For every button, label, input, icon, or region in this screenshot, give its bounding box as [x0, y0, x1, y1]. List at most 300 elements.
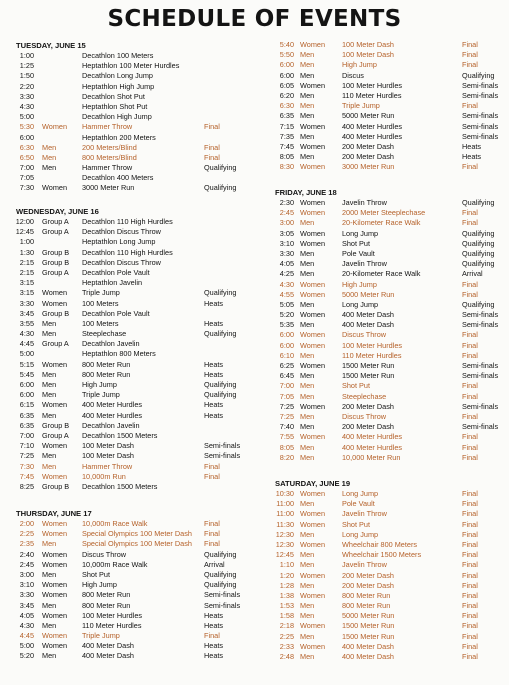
event-time: 2:33: [279, 641, 294, 651]
event-row: [260, 351, 509, 361]
event-round: Final: [462, 519, 478, 529]
event-round: Semi-finals: [462, 371, 499, 381]
event-round: Qualifying: [462, 70, 495, 80]
event-time: 6:30: [19, 142, 34, 152]
event-round: Final: [462, 340, 478, 350]
event-round: Qualifying: [204, 163, 237, 173]
event-name: High Jump: [82, 580, 117, 590]
event-time: 4:45: [19, 339, 34, 349]
event-row: [0, 550, 250, 560]
event-group: Men: [42, 539, 57, 549]
event-row: [0, 400, 250, 410]
event-round: Final: [462, 289, 478, 299]
event-time: 11:30: [276, 519, 294, 529]
event-name: 110 Meter Hurdles: [82, 620, 142, 630]
event-name: 800 Meter Run: [82, 590, 131, 600]
event-row: [0, 539, 250, 549]
event-name: 1500 Meter Run: [342, 371, 395, 381]
event-row: [0, 601, 250, 611]
event-group: Men: [300, 259, 315, 269]
event-name: 100 Meter Hurdles: [342, 340, 403, 350]
event-time: 1:20: [279, 570, 294, 580]
event-round: Semi-finals: [204, 451, 241, 461]
event-name: Decathlon 110 High Hurdles: [82, 247, 173, 257]
event-group: Group B: [42, 420, 70, 430]
event-time: 6:15: [19, 400, 34, 410]
event-group: Women: [300, 432, 326, 442]
event-time: 4:30: [279, 279, 294, 289]
event-group: Men: [42, 152, 57, 162]
event-round: Final: [462, 50, 478, 60]
event-time: 3:10: [19, 580, 34, 590]
event-group: Women: [300, 590, 326, 600]
event-name: 200 Meters/Blind: [82, 142, 137, 152]
event-row: [0, 92, 250, 102]
event-row: [0, 51, 250, 61]
event-name: Decathlon 110 High Hurdles: [82, 217, 173, 226]
event-name: 5000 Meter Run: [342, 111, 395, 121]
event-group: Men: [300, 442, 315, 452]
event-group: Women: [300, 80, 326, 90]
event-row: [0, 329, 250, 339]
event-group: Group A: [42, 339, 69, 349]
event-name: 100 Meter Dash: [82, 441, 134, 451]
event-name: Long Jump: [342, 299, 379, 309]
event-group: Women: [300, 641, 326, 651]
event-group: Women: [42, 298, 68, 308]
event-name: 5000 Meter Run: [342, 289, 395, 299]
event-name: 400 Meter Dash: [82, 641, 134, 651]
event-time: 12:45: [15, 227, 34, 237]
event-name: Discus: [342, 70, 364, 80]
event-name: 20-Kilometer Race Walk: [342, 269, 421, 279]
event-row: [260, 540, 509, 550]
event-row: [260, 341, 509, 351]
event-name: Triple Jump: [82, 288, 120, 298]
event-name: 200 Meter Dash: [342, 422, 394, 432]
event-row: [260, 381, 509, 391]
event-row: [260, 581, 509, 591]
event-row: [260, 310, 509, 320]
event-row: [0, 631, 250, 641]
event-row: [0, 380, 250, 390]
event-round: Final: [462, 601, 478, 611]
event-round: Final: [462, 330, 478, 340]
event-round: Final: [462, 652, 478, 661]
event-time: 7:05: [19, 173, 34, 183]
event-time: 12:00: [15, 217, 34, 226]
event-row: [0, 651, 250, 661]
event-time: 7:25: [279, 411, 294, 421]
event-time: 2:48: [279, 652, 294, 661]
event-group: Men: [300, 371, 315, 381]
event-time: 7:30: [19, 461, 34, 471]
event-row: [0, 309, 250, 319]
event-name: Heptathlon Javelin: [82, 278, 143, 288]
event-group: Men: [300, 60, 315, 70]
event-time: 8:05: [279, 442, 294, 452]
event-group: Men: [300, 70, 315, 80]
event-round: Final: [204, 471, 220, 481]
event-row: [260, 330, 509, 340]
event-row: [260, 402, 509, 412]
event-group: Men: [42, 600, 57, 610]
event-round: Heats: [204, 359, 224, 369]
event-name: Triple Jump: [82, 631, 120, 641]
event-name: 10,000m Race Walk: [82, 559, 148, 569]
event-round: Final: [462, 489, 478, 498]
event-row: [260, 499, 509, 509]
event-row: [0, 183, 250, 193]
event-group: Group A: [42, 227, 69, 237]
event-row: [260, 371, 509, 381]
event-name: Heptathlon 800 Meters: [82, 349, 156, 359]
event-round: Heats: [204, 641, 224, 651]
event-time: 12:45: [275, 550, 294, 560]
event-time: 6:00: [19, 132, 34, 142]
event-round: Final: [462, 432, 478, 442]
event-round: Heats: [204, 318, 224, 328]
event-round: Final: [462, 570, 478, 580]
event-name: 110 Meter Hurdles: [342, 90, 402, 100]
event-round: Final: [462, 550, 478, 560]
event-name: 800 Meter Run: [82, 359, 131, 369]
event-round: Heats: [204, 369, 224, 379]
event-row: [260, 208, 509, 218]
event-row: [260, 50, 509, 60]
event-time: 8:20: [279, 452, 294, 462]
event-name: Javelin Throw: [342, 198, 387, 207]
event-row: [260, 601, 509, 611]
event-time: 3:15: [19, 288, 34, 298]
event-round: Final: [204, 142, 220, 152]
event-time: 6:50: [19, 152, 34, 162]
event-row: [260, 60, 509, 70]
event-name: 20-Kilometer Race Walk: [342, 218, 421, 228]
event-row: [0, 451, 250, 461]
event-row: [0, 122, 250, 132]
event-row: [0, 519, 250, 529]
event-round: Heats: [204, 651, 224, 661]
event-time: 7:55: [279, 432, 294, 442]
event-group: Men: [300, 381, 315, 391]
event-time: 1:25: [19, 61, 34, 71]
event-time: 3:45: [19, 308, 34, 318]
event-group: Men: [300, 152, 315, 162]
event-row: [0, 462, 250, 472]
day-heading: THURSDAY, JUNE 17: [16, 509, 92, 518]
event-time: 2:25: [279, 631, 294, 641]
event-row: [0, 370, 250, 380]
event-time: 6:35: [19, 420, 34, 430]
event-round: Final: [204, 122, 220, 132]
event-name: 100 Meter Dash: [342, 50, 394, 60]
event-time: 3:05: [279, 228, 294, 238]
event-time: 1:00: [19, 237, 34, 247]
event-row: [0, 431, 250, 441]
event-group: Group A: [42, 217, 69, 226]
event-name: High Jump: [342, 279, 377, 289]
event-name: Special Olympics 100 Meter Dash: [82, 529, 192, 539]
event-group: Women: [300, 509, 326, 519]
event-time: 5:20: [19, 651, 34, 661]
event-round: Final: [462, 162, 478, 172]
event-group: Men: [42, 620, 57, 630]
event-name: 1500 Meter Run: [342, 621, 395, 631]
event-name: Decathlon Pole Vault: [82, 308, 150, 318]
event-round: Heats: [204, 400, 224, 410]
event-time: 1:30: [19, 247, 34, 257]
event-name: 200 Meter Dash: [342, 401, 394, 411]
event-time: 4:05: [279, 259, 294, 269]
event-group: Men: [42, 318, 57, 328]
event-group: Men: [300, 320, 315, 330]
event-group: Women: [42, 631, 68, 641]
event-group: Group B: [42, 247, 70, 257]
event-round: Semi-finals: [462, 361, 499, 370]
event-name: 10,000m Race Walk: [82, 519, 148, 528]
event-round: Final: [462, 40, 478, 49]
event-round: Semi-finals: [462, 80, 499, 90]
event-row: [260, 81, 509, 91]
event-time: 6:30: [279, 101, 294, 111]
event-row: [260, 162, 509, 172]
event-name: Hammer Throw: [82, 461, 133, 471]
event-name: Hammer Throw: [82, 122, 133, 132]
event-row: [260, 152, 509, 162]
event-time: 12:30: [275, 539, 294, 549]
event-time: 7:45: [279, 141, 294, 151]
event-group: Men: [300, 631, 315, 641]
event-name: Long Jump: [342, 529, 379, 539]
event-group: Men: [42, 569, 57, 579]
event-group: Women: [42, 641, 68, 651]
event-name: 400 Meter Hurdles: [82, 400, 143, 410]
event-round: Semi-finals: [462, 90, 499, 100]
event-round: Qualifying: [462, 228, 495, 238]
event-round: Qualifying: [462, 259, 495, 269]
event-round: Final: [462, 350, 478, 360]
event-group: Men: [300, 611, 315, 621]
event-group: Men: [300, 652, 315, 661]
event-time: 8:25: [19, 481, 34, 491]
event-name: Decathlon Shot Put: [82, 91, 145, 101]
event-name: 200 Meter Dash: [342, 570, 394, 580]
day-section-thursday-continued: [260, 40, 509, 172]
event-name: Decathlon 1500 Meters: [82, 430, 158, 440]
event-row: [260, 142, 509, 152]
event-time: 5:50: [279, 50, 294, 60]
event-row: [0, 339, 250, 349]
event-row: [260, 632, 509, 642]
event-row: [260, 71, 509, 81]
event-row: [260, 642, 509, 652]
event-group: Women: [42, 400, 68, 410]
event-round: Qualifying: [462, 248, 495, 258]
event-row: [0, 611, 250, 621]
event-group: Women: [300, 198, 326, 207]
event-row: [260, 611, 509, 621]
event-time: 3:30: [279, 248, 294, 258]
event-time: 2:35: [19, 539, 34, 549]
event-name: Javelin Throw: [342, 560, 387, 570]
event-row: [0, 390, 250, 400]
event-group: Men: [42, 142, 57, 152]
event-row: [0, 102, 250, 112]
event-row: [0, 112, 250, 122]
event-row: [260, 443, 509, 453]
event-row: [0, 319, 250, 329]
event-group: Men: [42, 380, 57, 389]
event-group: Women: [42, 122, 68, 132]
event-round: Final: [462, 611, 478, 621]
event-name: Hammer Throw: [82, 163, 133, 173]
event-round: Final: [462, 208, 478, 218]
event-row: [260, 101, 509, 111]
event-name: 1500 Meter Run: [342, 631, 395, 641]
event-round: Heats: [204, 610, 224, 620]
event-row: [0, 441, 250, 451]
event-time: 6:00: [19, 390, 34, 400]
event-time: 1:00: [19, 51, 34, 60]
event-name: Heptathlon High Jump: [82, 81, 155, 91]
event-time: 4:30: [19, 620, 34, 630]
event-time: 1:10: [279, 560, 294, 570]
event-time: 12:30: [275, 529, 294, 539]
event-row: [260, 300, 509, 310]
event-group: Women: [300, 330, 326, 340]
event-group: Men: [42, 390, 57, 400]
event-name: Decathlon Discus Throw: [82, 227, 161, 237]
event-time: 6:35: [19, 410, 34, 420]
event-time: 2:15: [19, 257, 34, 267]
event-row: [0, 237, 250, 247]
event-row: [260, 432, 509, 442]
event-time: 5:00: [19, 112, 34, 122]
event-time: 11:00: [276, 509, 294, 519]
day-section-thursday: [0, 508, 250, 662]
event-time: 4:25: [279, 269, 294, 279]
event-round: Final: [462, 60, 478, 70]
event-row: [0, 472, 250, 482]
event-time: 8:30: [279, 162, 294, 172]
event-time: 7:10: [19, 441, 34, 451]
event-time: 3:30: [19, 298, 34, 308]
event-round: Qualifying: [204, 329, 237, 339]
event-round: Qualifying: [204, 380, 237, 389]
event-group: Men: [300, 422, 315, 432]
event-row: [260, 290, 509, 300]
event-name: 400 Meter Dash: [342, 310, 394, 320]
event-group: Men: [300, 391, 315, 401]
event-round: Qualifying: [204, 288, 237, 298]
event-round: Semi-finals: [462, 131, 499, 141]
event-time: 7:25: [279, 401, 294, 411]
event-round: Final: [204, 631, 220, 641]
day-heading: WEDNESDAY, JUNE 16: [16, 207, 99, 216]
event-round: Final: [204, 539, 220, 549]
event-time: 5:05: [279, 299, 294, 309]
day-section-friday: [260, 187, 509, 463]
event-group: Women: [300, 162, 326, 172]
event-round: Final: [462, 621, 478, 631]
event-time: 7:30: [19, 183, 34, 193]
event-time: 5:30: [19, 122, 34, 132]
event-time: 3:30: [19, 91, 34, 101]
event-row: [0, 173, 250, 183]
event-time: 7:35: [279, 131, 294, 141]
event-group: Women: [300, 238, 326, 248]
event-group: Women: [300, 401, 326, 411]
event-row: [260, 422, 509, 432]
event-row: [0, 349, 250, 359]
event-round: Final: [462, 539, 478, 549]
event-group: Men: [42, 651, 57, 661]
event-row: [260, 652, 509, 662]
event-group: Women: [42, 610, 68, 620]
event-row: [260, 122, 509, 132]
event-row: [260, 621, 509, 631]
event-round: Semi-finals: [204, 441, 241, 451]
event-name: 400 Meter Hurdles: [82, 410, 143, 420]
event-name: 1500 Meter Run: [342, 361, 395, 370]
event-row: [260, 489, 509, 499]
event-round: Semi-finals: [462, 111, 499, 121]
event-group: Group B: [42, 308, 70, 318]
event-group: Men: [300, 499, 315, 509]
event-name: Decathlon Long Jump: [82, 71, 153, 81]
event-row: [260, 530, 509, 540]
event-time: 2:15: [19, 267, 34, 277]
event-name: Discus Throw: [82, 549, 127, 559]
event-round: Final: [462, 580, 478, 590]
event-name: 400 Meter Dash: [342, 652, 394, 661]
event-round: Final: [462, 411, 478, 421]
event-row: [0, 590, 250, 600]
event-group: Group B: [42, 481, 70, 491]
event-group: Men: [300, 580, 315, 590]
event-row: [0, 570, 250, 580]
event-name: 200 Meter Dash: [342, 152, 394, 162]
event-name: 400 Meter Hurdles: [342, 131, 403, 141]
event-time: 2:45: [279, 208, 294, 218]
event-row: [260, 91, 509, 101]
event-row: [260, 591, 509, 601]
event-time: 5:35: [279, 320, 294, 330]
event-name: Steeplechase: [82, 329, 127, 339]
event-name: 10,000m Run: [82, 471, 126, 481]
event-time: 5:00: [19, 349, 34, 359]
event-round: Final: [462, 442, 478, 452]
event-group: Women: [42, 471, 68, 481]
event-time: 7:25: [19, 451, 34, 461]
event-round: Qualifying: [462, 238, 495, 248]
event-name: Heptathlon Long Jump: [82, 237, 156, 247]
event-time: 1:28: [279, 580, 294, 590]
event-name: 800 Meter Run: [342, 601, 391, 611]
event-round: Semi-finals: [462, 320, 499, 330]
event-group: Men: [42, 410, 57, 420]
event-group: Women: [300, 228, 326, 238]
event-name: Decathlon Javelin: [82, 420, 140, 430]
event-name: 400 Meter Hurdles: [342, 432, 403, 442]
event-row: [260, 320, 509, 330]
event-row: [0, 288, 250, 298]
event-round: Final: [462, 560, 478, 570]
event-group: Women: [300, 208, 326, 218]
event-row: [0, 163, 250, 173]
event-row: [0, 278, 250, 288]
